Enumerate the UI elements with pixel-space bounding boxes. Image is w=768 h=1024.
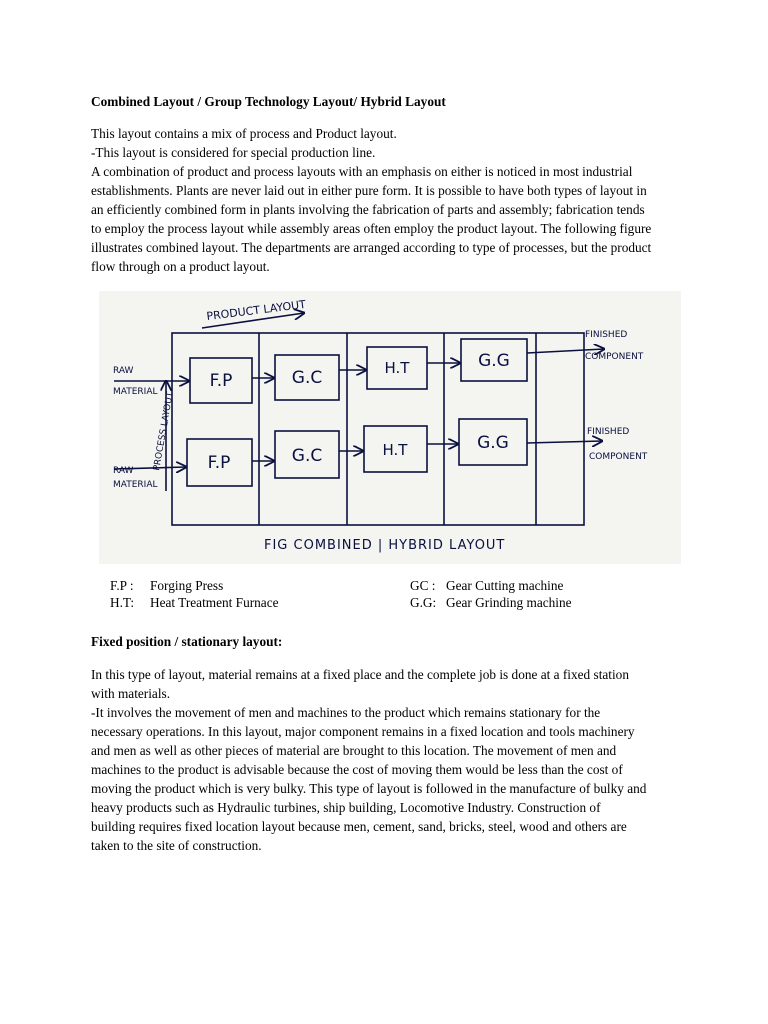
paragraph-line: -This layout is considered for special production line. [91,145,376,160]
machine-label-fp-2: F.P [207,453,231,473]
section-heading-combined-layout: Combined Layout / Group Technology Layout/ Hybrid Layout [91,94,446,109]
component-label-1: COMPONENT [585,352,644,362]
process-layout-label: PROCESS LAYOUT [152,391,176,472]
paragraph-line: with materials. [91,686,171,701]
legend-heat-treatment [110,595,279,611]
finished-label-2: FINISHED [587,427,630,437]
paragraph-line: In this type of layout, material remains at a fixed place and the complete job is done at a fixed station [91,667,629,682]
legend-value: Heat Treatment Furnace [150,595,279,610]
paragraph-line: taken to the site of construction. [91,838,262,853]
raw-material-label-1: RAW [113,366,134,376]
product-layout-label: PRODUCT LAYOUT [205,297,307,323]
figure-caption: FIG COMBINED | HYBRID LAYOUT [264,538,506,553]
paragraph-line: -It involves the movement of men and machines to the product which remains stationary for the [91,705,601,720]
legend-value: Forging Press [150,578,224,593]
paragraph-line: and men as well as other pieces of material are brought to this location. The movement of men and [91,743,617,758]
paragraph-line: illustrates combined layout. The departments are arranged according to type of processes, but the product [91,240,652,255]
machine-label-ht-1: H.T [384,359,410,377]
legend-key: H.T: [110,595,135,610]
section-heading-fixed-position: Fixed position / stationary layout: [91,634,283,649]
paragraph-line: This layout contains a mix of process and Product layout. [91,126,397,141]
combined-layout-figure [99,291,681,564]
paragraph-line: heavy products such as Hydraulic turbines, ship building, Locomotive Industry. Construction of [91,800,601,815]
paragraph-line: building requires fixed location layout because men, cement, sand, bricks, steel, wood and others are [91,819,627,834]
paragraph-line: an efficiently combined form in plants involving the fabrication of parts and assembly; fabrication tends [91,202,645,217]
section-paragraph-fixed-position [91,665,691,855]
legend-gear-cutting [410,578,563,594]
paragraph-line: moving the product which is very bulky. This type of layout is followed in the manufacture of bulky and [91,781,647,796]
paragraph-line: A combination of product and process layouts with an emphasis on either is noticed in most industrial [91,164,633,179]
section-paragraph-combined-layout [91,124,691,276]
legend-key: G.G: [410,595,437,610]
raw-material-label-4: MATERIAL [113,480,158,490]
machine-label-fp-1: F.P [209,371,233,391]
component-label-2: COMPONENT [589,452,648,462]
paragraph-line: flow through on a product layout. [91,259,270,274]
machine-label-ht-2: H.T [382,441,408,459]
legend-value: Gear Grinding machine [446,595,572,610]
machine-label-gg-2: G.G [477,433,509,453]
machine-label-gc-1: G.C [291,368,323,388]
plant-frame [172,333,584,525]
paragraph-line: necessary operations. In this layout, major component remains in a fixed location and tools machinery [91,724,635,739]
finished-label-1: FINISHED [585,330,628,340]
legend-key: GC : [410,578,436,593]
raw-material-label-2: MATERIAL [113,387,158,397]
legend-key: F.P : [110,578,134,593]
legend-forging-press [110,578,223,594]
paragraph-line: to employ the process layout while assembly areas often employ the product layout. The following figure [91,221,652,236]
machine-label-gc-2: G.C [291,446,323,466]
paragraph-line: machines to the product is advisable because the cost of moving them would be less than the cost of [91,762,623,777]
paragraph-line: establishments. Plants are never laid out in either pure form. It is possible to have both types of layout in [91,183,647,198]
legend-gear-grinding [410,595,572,611]
raw-material-label-3: RAW [113,466,134,476]
legend-value: Gear Cutting machine [446,578,564,593]
machine-label-gg-1: G.G [478,351,510,371]
